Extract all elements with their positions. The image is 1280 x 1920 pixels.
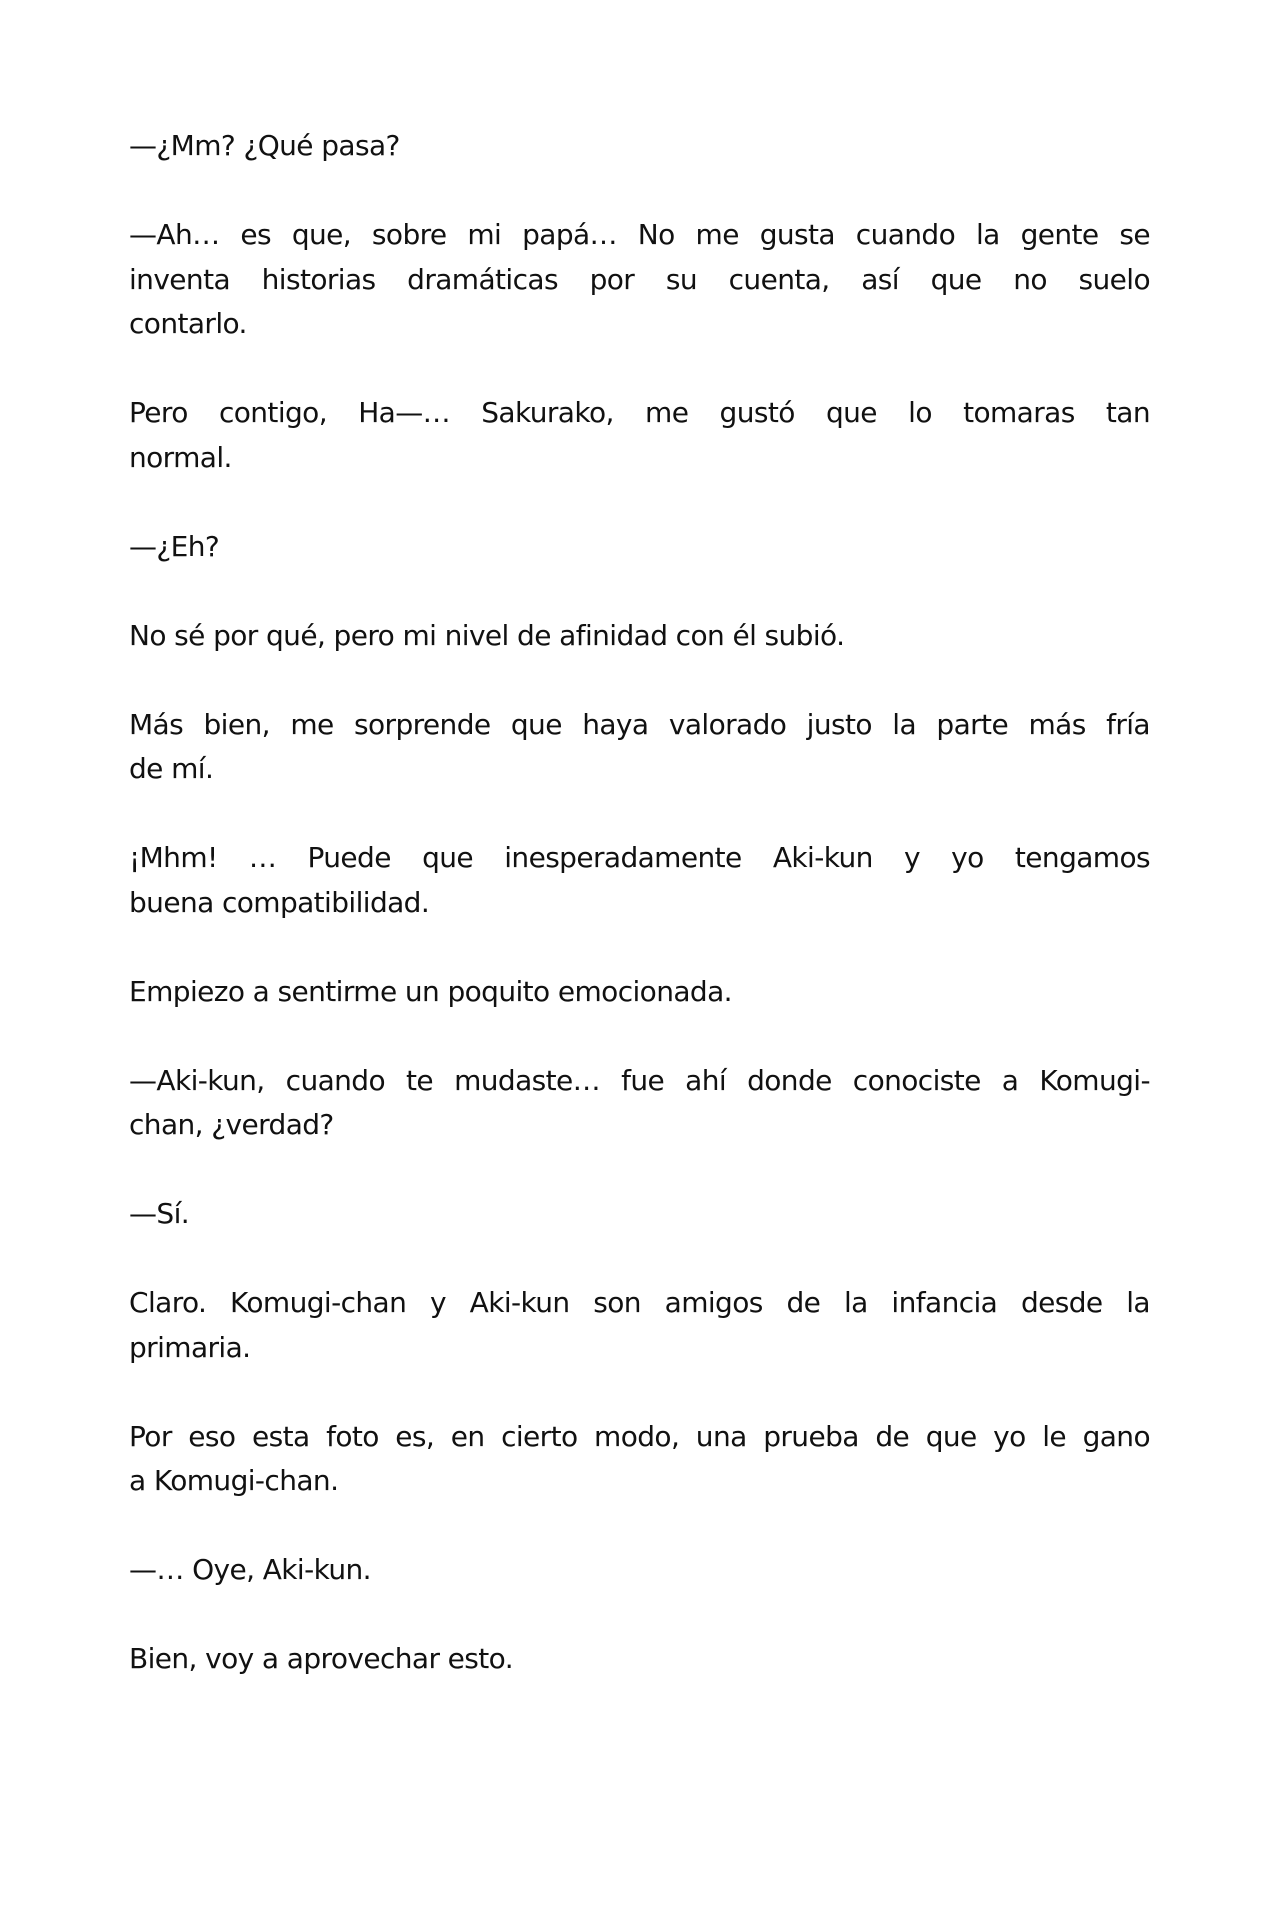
text-line: buena compatibilidad. xyxy=(129,885,430,919)
text-line: —Sí. xyxy=(129,1197,190,1230)
text-line: Claro. Komugi-chan y Aki-kun son amigos de la infancia desde la xyxy=(129,1286,1150,1319)
text-line: a Komugi-chan. xyxy=(129,1464,339,1497)
paragraph-12 xyxy=(129,1415,1150,1504)
text-line: —Ah… es que, sobre mi papá… No me gusta cuando la gente se xyxy=(129,218,1150,251)
text-line: chan, ¿verdad? xyxy=(129,1108,334,1141)
text-line: Bien, voy a aprovechar esto. xyxy=(129,1642,513,1675)
paragraph-1 xyxy=(129,124,1150,169)
paragraph-2 xyxy=(129,213,1150,347)
paragraph-14 xyxy=(129,1637,1150,1682)
paragraph-4 xyxy=(129,525,1150,570)
paragraph-13 xyxy=(129,1548,1150,1593)
paragraph-11 xyxy=(129,1281,1150,1370)
text-line: —… Oye, Aki-kun. xyxy=(129,1553,371,1586)
text-line: Empiezo a sentirme un poquito emocionada. xyxy=(129,974,732,1008)
document-page xyxy=(129,124,1150,1726)
paragraph-5 xyxy=(129,614,1150,659)
text-line: Por eso esta foto es, en cierto modo, una prueba de que yo le gano xyxy=(129,1419,1150,1453)
paragraph-7 xyxy=(129,836,1150,925)
text-line: contarlo. xyxy=(129,307,247,340)
paragraph-10 xyxy=(129,1192,1150,1237)
paragraph-8 xyxy=(129,970,1150,1015)
text-line: de mí. xyxy=(129,752,214,785)
paragraph-9 xyxy=(129,1059,1150,1148)
text-line: —Aki-kun, cuando te mudaste… fue ahí donde conociste a Komugi- xyxy=(129,1063,1150,1097)
text-line: inventa historias dramáticas por su cuenta, así que no suelo xyxy=(129,262,1150,296)
text-line: —¿Eh? xyxy=(129,529,220,563)
text-line: ¡Mhm! … Puede que inesperadamente Aki-kun y yo tengamos xyxy=(129,841,1150,874)
paragraph-3 xyxy=(129,391,1150,480)
text-line: normal. xyxy=(129,440,232,474)
text-line: primaria. xyxy=(129,1330,251,1364)
paragraph-6 xyxy=(129,703,1150,792)
text-line: Pero contigo, Ha—… Sakurako, me gustó que lo tomaras tan xyxy=(129,396,1150,429)
text-line: —¿Mm? ¿Qué pasa? xyxy=(129,129,400,162)
text-line: Más bien, me sorprende que haya valorado justo la parte más fría xyxy=(129,707,1150,741)
text-line: No sé por qué, pero mi nivel de afinidad con él subió. xyxy=(129,618,845,652)
